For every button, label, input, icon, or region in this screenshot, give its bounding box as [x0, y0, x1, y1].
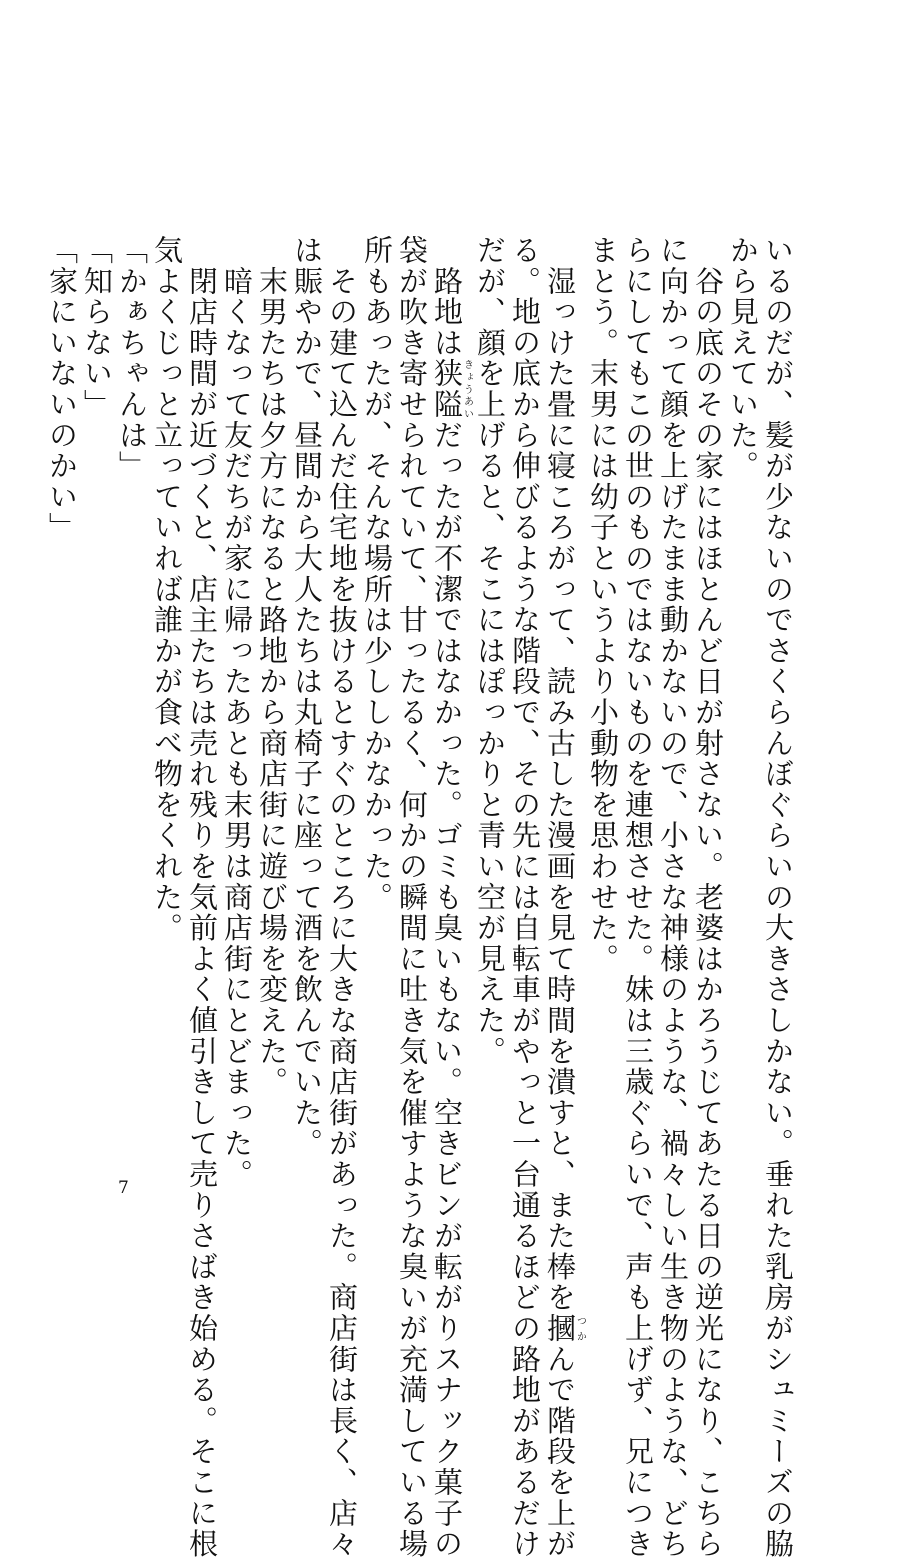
text-line: 所もあったが、そんな場所は少ししかなかった。 [360, 235, 394, 913]
text-line: 気よくじっと立っていれば誰かが食べ物をくれた。 [150, 235, 184, 944]
text-line: だが、顔を上げると、そこにはぽっかりと青い空が見えた。 [473, 235, 507, 1067]
ruby-word [543, 1313, 586, 1344]
text-line: いるのだが、髪が少ないのでさくらんぼぐらいの大きさしかない。垂れた乳房がシュミーズの脇 [761, 235, 795, 1559]
ruby-word [430, 358, 473, 420]
vertical-text-body [44, 235, 795, 1559]
dialogue-line: 「かぁちゃんは」 [115, 235, 149, 482]
text-line [429, 235, 473, 1559]
dialogue-line: 「家にいないのかい」 [45, 235, 79, 543]
page-number: 7 [118, 1178, 129, 1198]
ruby-base: 狭隘 [430, 358, 464, 420]
text-line: 谷の底のその家にはほとんど日が射さない。老婆はかろうじてあたる日の逆光になり、こちら [691, 235, 725, 1559]
ruby-reading: きょうあい [461, 358, 473, 420]
ruby-reading: つか [574, 1313, 586, 1344]
text-line: 閉店時間が近づくと、店主たちは売れ残りを気前よく値引きして売りさばき始める。そこに根 [185, 235, 219, 1559]
text-line: らにしてもこの世のものではないものを連想させた。妹は三歳ぐらいで、声も上げず、兄につき [621, 235, 655, 1559]
text-line: から見えていた。 [726, 235, 760, 482]
line-segment: んで階段を上が [543, 1343, 577, 1559]
dialogue-line: 「知らない」 [80, 235, 114, 420]
text-line: 末男たちは夕方になると路地から商店街に遊び場を変えた。 [255, 235, 289, 1098]
text-line: は賑やかで、昼間から大人たちは丸椅子に座って酒を飲んでいた。 [290, 235, 324, 1159]
text-line: 袋が吹き寄せられていて、甘ったるく、何かの瞬間に吐き気を催すような臭いが充満している場 [395, 235, 429, 1559]
text-line: 暗くなって友だちが家に帰ったあとも末男は商店街にとどまった。 [220, 235, 254, 1190]
line-segment: だったが不潔ではなかった。ゴミも臭いもない。空きビンが転がりスナック菓子の [430, 419, 464, 1559]
text-line [542, 235, 586, 1559]
text-line: に向かって顔を上げたまま動かないので、小さな神様のような、禍々しい生き物のような、どち [656, 235, 690, 1559]
line-segment: 路地は [430, 235, 464, 359]
text-line: る。地の底から伸びるような階段で、その先には自転車がやっと一台通るほどの路地があるだけ [508, 235, 542, 1559]
ruby-base: 摑 [543, 1313, 577, 1344]
line-segment: 湿っけた畳に寝ころがって、読み古した漫画を見て時間を潰すと、また棒を [543, 235, 577, 1313]
text-line: まとう。末男には幼子というより小動物を思わせた。 [586, 235, 620, 975]
text-line: その建て込んだ住宅地を抜けるとすぐのところに大きな商店街があった。商店街は長く、店々 [325, 235, 359, 1559]
